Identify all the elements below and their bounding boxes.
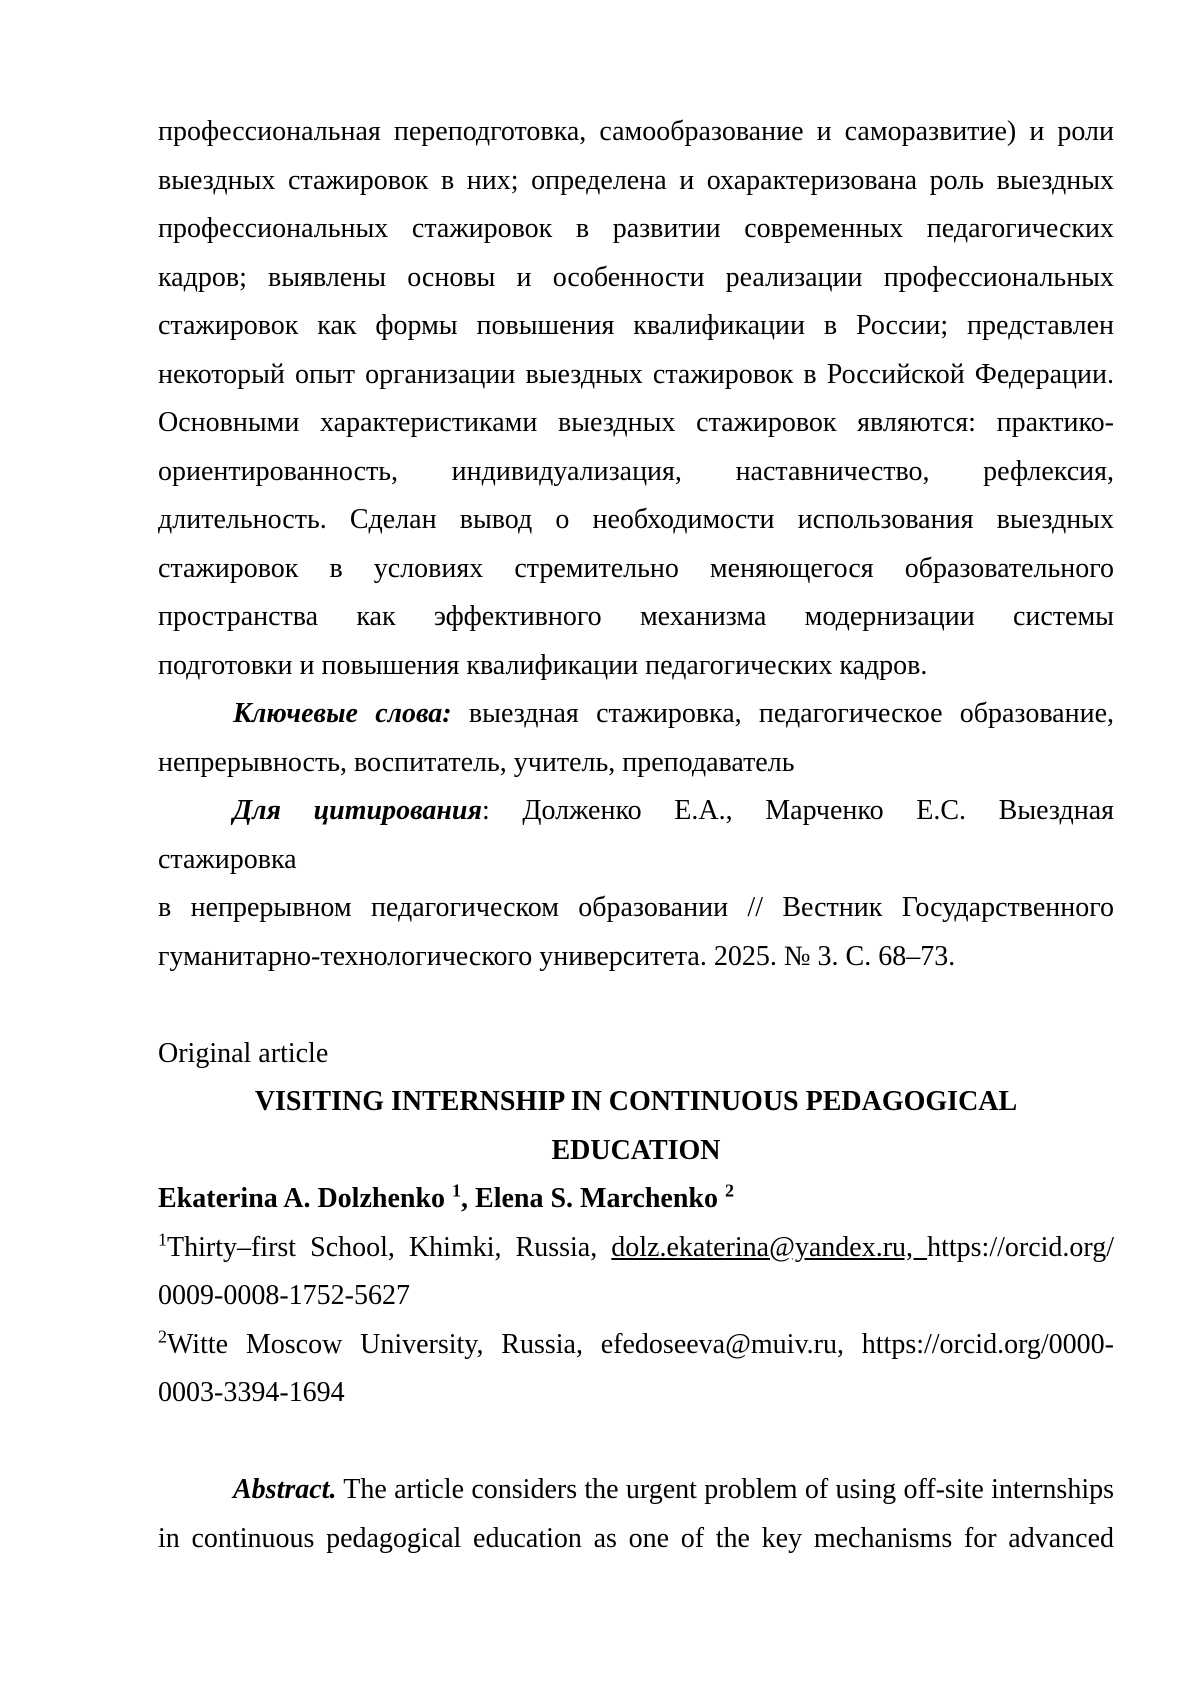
affiliation2-text: Witte Moscow University, Russia, xyxy=(167,1328,601,1360)
ru-citation-line: в непрерывном педагогическом образовании // Вестник Государственного xyxy=(158,892,1114,923)
citation-label: Для цитирования xyxy=(233,795,482,826)
author2-email: efedoseeva@muiv.ru, xyxy=(600,1328,844,1360)
abstract-text: The article considers the urgent problem of using off-site internships xyxy=(336,1474,1114,1505)
affiliation1-marker: 1 xyxy=(158,1229,167,1250)
ru-abstract-line: кадров; выявлены основы и особенности реализации профессиональных xyxy=(158,261,1114,293)
page-content xyxy=(158,108,1114,1563)
article-title-line: VISITING INTERNSHIP IN CONTINUOUS PEDAGOGICAL xyxy=(254,1086,1018,1117)
citation-text: : Долженко Е.А., Марченко Е.С. Выездная xyxy=(481,795,1115,826)
affiliation2-marker: 2 xyxy=(158,1326,167,1347)
ru-abstract-line: пространства как эффективного механизма модернизации системы xyxy=(158,601,1114,632)
ru-citation-line xyxy=(158,787,1114,836)
ru-abstract-line: профессиональных стажировок в развитии современных педагогических xyxy=(158,213,1114,244)
affiliation1-text: Thirty–first School, Khimki, Russia, xyxy=(167,1231,612,1263)
author2-name: , Elena S. Marchenko xyxy=(461,1183,725,1214)
en-abstract-line: in continuous pedagogical education as one of the key mechanisms for advanced xyxy=(158,1522,1114,1554)
ru-keywords-line: непрерывность, воспитатель, учитель, преподаватель xyxy=(158,746,795,778)
ru-citation-line: стажировка xyxy=(158,843,297,875)
affiliation2-line2: 0003-3394-1694 xyxy=(158,1377,345,1408)
ru-abstract-line: стажировок как формы повышения квалификации в России; представлен xyxy=(158,310,1114,341)
blank-line xyxy=(158,1418,1114,1467)
affiliation1-line1 xyxy=(158,1224,1114,1273)
article-title-line: EDUCATION xyxy=(551,1134,721,1166)
ru-abstract-line: ориентированность, индивидуализация, наставничество, рефлексия, xyxy=(158,455,1114,487)
ru-citation-line: гуманитарно-технологического университета. 2025. № 3. С. 68–73. xyxy=(158,940,956,972)
affiliation1-line2: 0009-0008-1752-5627 xyxy=(158,1280,410,1311)
blank-line xyxy=(158,981,1114,1030)
authors-line xyxy=(158,1175,1114,1224)
ru-abstract-line: подготовки и повышения квалификации педагогических кадров. xyxy=(158,649,928,681)
keywords-label: Ключевые слова: xyxy=(233,698,452,729)
en-abstract-line xyxy=(158,1466,1114,1515)
author1-orcid-url: https://orcid.org/ xyxy=(927,1231,1115,1263)
author2-orcid-url: https://orcid.org/0000- xyxy=(843,1328,1115,1360)
ru-abstract-line: длительность. Сделан вывод о необходимости использования выездных xyxy=(158,504,1114,535)
ru-abstract-line: выездных стажировок в них; определена и охарактеризована роль выездных xyxy=(158,164,1114,196)
ru-abstract-line: Основными характеристиками выездных стажировок являются: практико- xyxy=(158,407,1114,438)
abstract-label: Abstract. xyxy=(233,1474,337,1505)
article-type-label: Original article xyxy=(158,1037,329,1069)
keywords-text: выездная стажировка, педагогическое образование, xyxy=(451,698,1115,729)
ru-keywords-line xyxy=(158,690,1114,739)
ru-abstract-line: профессиональная переподготовка, самообразование и саморазвитие) и роли xyxy=(158,116,1114,147)
ru-abstract-line: некоторый опыт организации выездных стажировок в Российской Федерации. xyxy=(158,358,1114,390)
author2-superscript: 2 xyxy=(724,1180,734,1201)
author1-superscript: 1 xyxy=(452,1180,462,1201)
ru-abstract-line: стажировок в условиях стремительно меняющегося образовательного xyxy=(158,552,1114,584)
author1-name: Ekaterina A. Dolzhenko xyxy=(158,1183,453,1214)
affiliation2-line1 xyxy=(158,1321,1114,1370)
author1-email-link[interactable]: dolz.ekaterina@yandex.ru, xyxy=(611,1231,928,1263)
